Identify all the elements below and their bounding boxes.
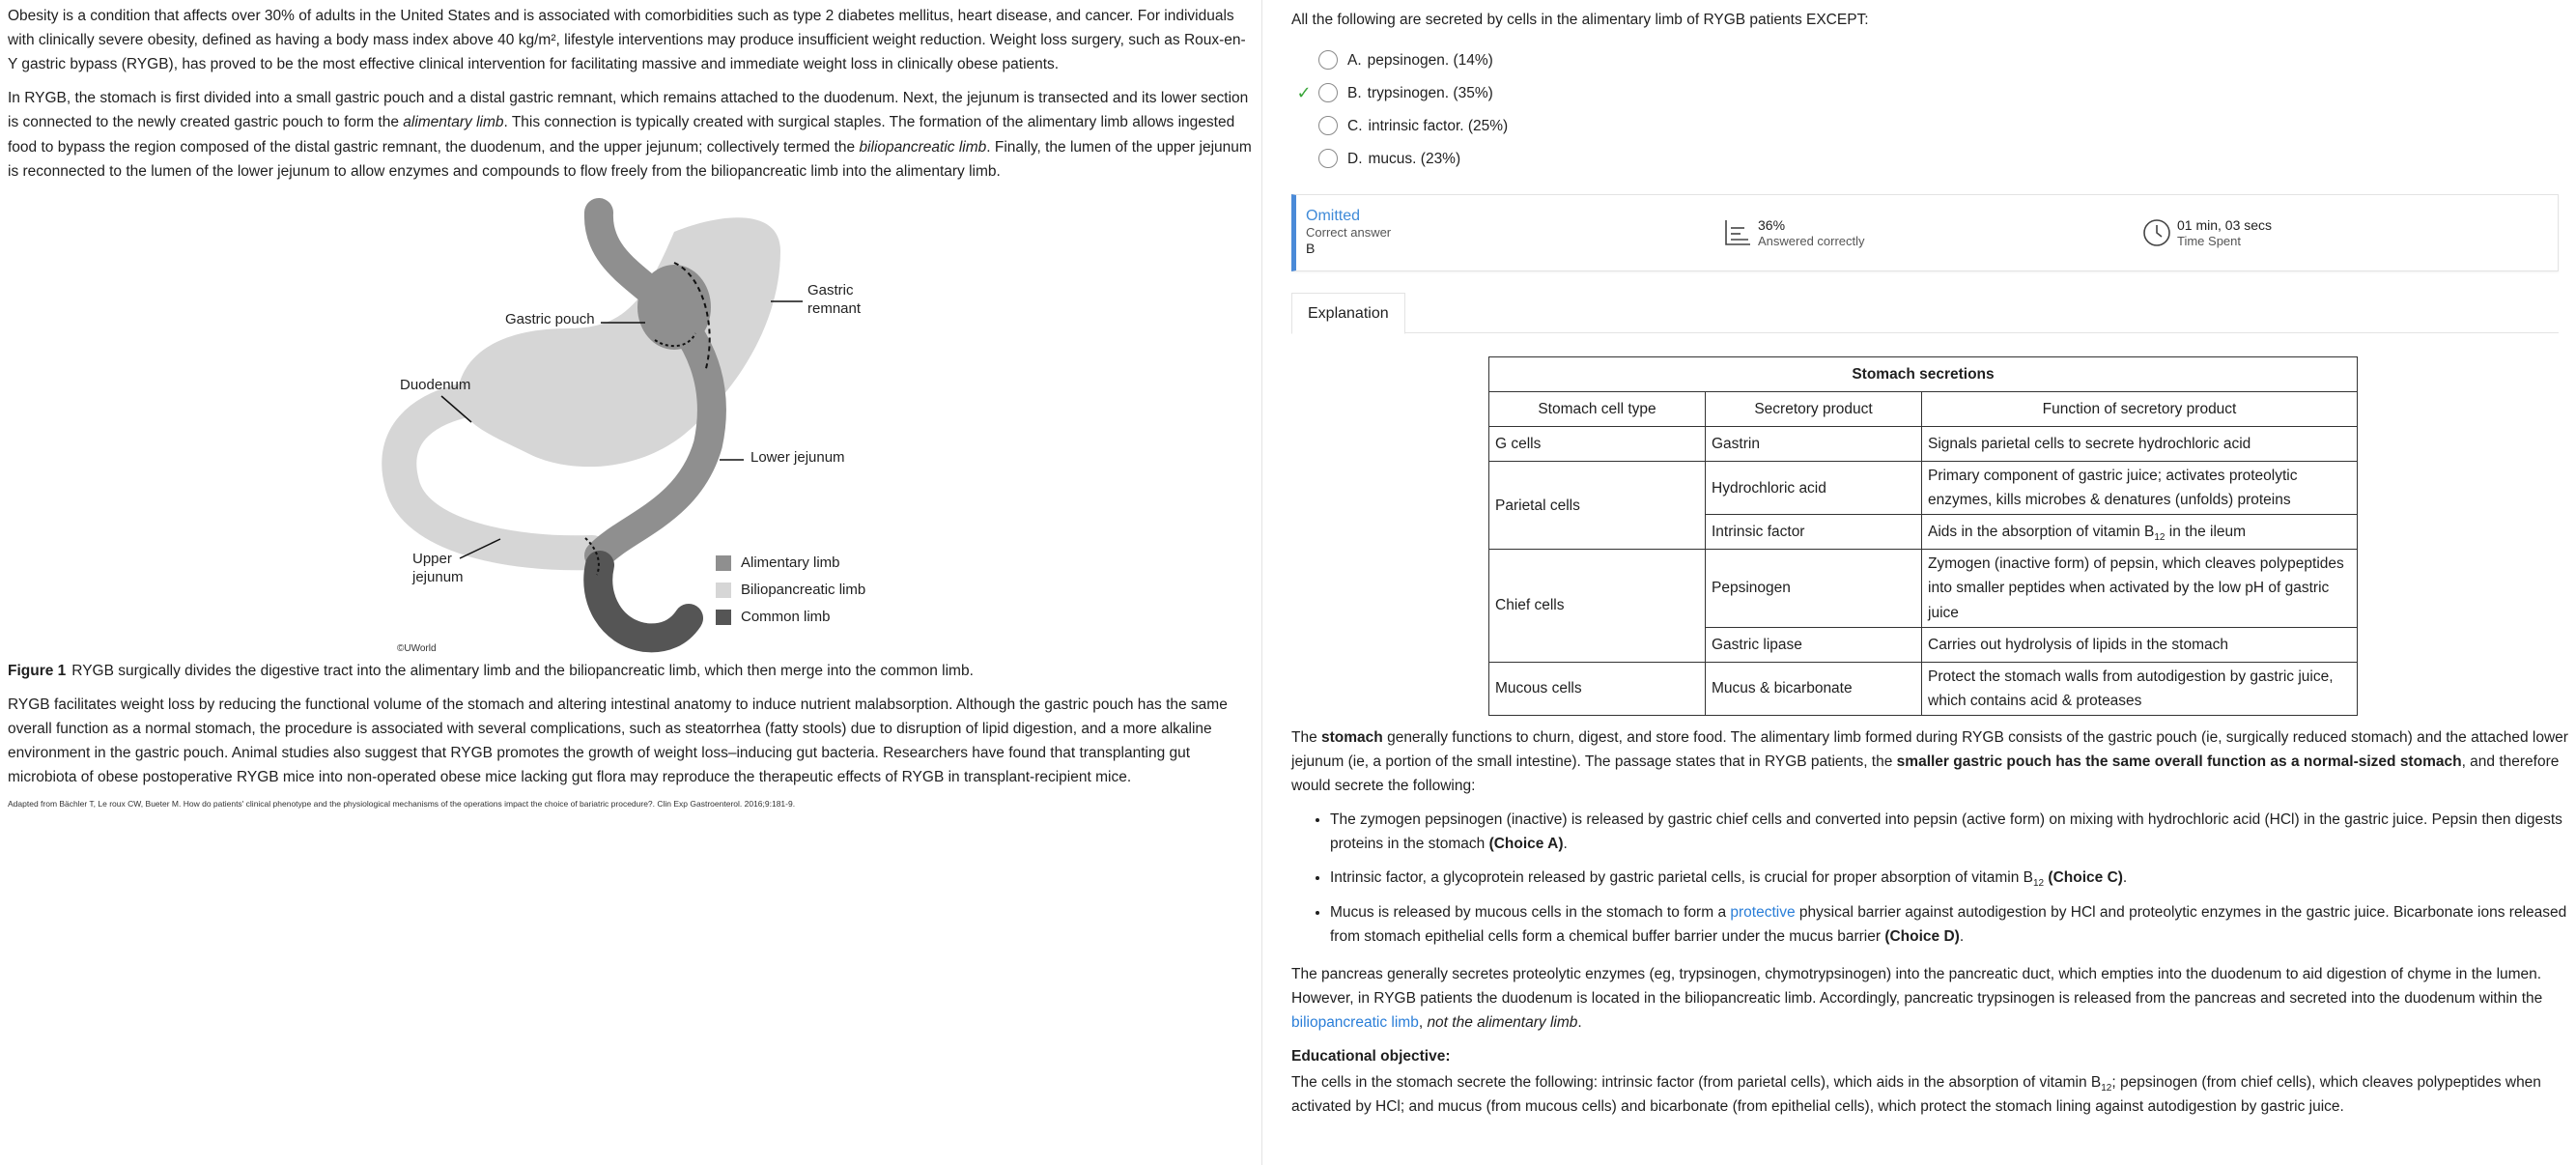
list-item: • Intrinsic factor, a glycoprotein released by gastric parietal cells, is crucial for proper absorption of vitamin $B_{12}$ (Choice C). bbox=[1330, 866, 2568, 890]
stat-time-spent: 01 min, 03 secs Time Spent bbox=[2177, 217, 2273, 248]
label-lower-jejunum: Lower jejunum bbox=[750, 448, 845, 466]
common-limb-shape bbox=[598, 565, 689, 638]
link-biliopancreatic-limb[interactable]: biliopancreatic limb bbox=[1291, 1013, 1419, 1031]
explanation-tabs bbox=[1291, 293, 2559, 333]
legend-common: Common limb bbox=[716, 610, 831, 625]
tab-explanation[interactable]: Explanation bbox=[1291, 293, 1405, 334]
link-protective[interactable]: protective bbox=[1730, 903, 1796, 921]
table-row: Chief cells Pepsinogen Zymogen (inactive form) of pepsin, which cleaves polypeptides into smaller peptides when activated by the low pH of gastric juice bbox=[1489, 550, 2358, 627]
label-gastric-pouch: Gastric pouch bbox=[505, 310, 595, 327]
passage-paragraph-3: RYGB facilitates weight loss by reducing the functional volume of the stomach and altering intestinal anatomy to induce nutrient malabsorption. Although the gastric pouch has the same overall function as a normal stomach, the procedure is associated with several complications, such as steatorrhea (fatty stools) due to disruption of lipid digestion, and a more alkaline environment in the gastric pouch. Animal studies also suggest that RYGB promotes the growth of weight loss–inducing gut bacteria. Researchers have found that transplanting gut microbiota of obese postoperative RYGB mice into non-operated obese mice lacking gut flora may reproduce the therapeutic effects of RYGB in transplant-recipient mice. bbox=[8, 696, 1228, 786]
choice-d[interactable]: D. mucus. (23%) bbox=[1291, 142, 2555, 175]
list-item: • Mucus is released by mucous cells in the stomach to form a protective physical barrier against autodigestion by HCl and proteolytic enzymes in the gastric juice. Bicarbonate ions released from stomach epithelial cells form a chemical buffer barrier under the mucus barrier (Choice D). bbox=[1330, 900, 2568, 949]
correct-answer-value: B bbox=[1306, 240, 1316, 256]
table-row: Parietal cells Hydrochloric acid Primary component of gastric juice; activates proteolytic enzymes, kills microbes & denatures (unfolds) proteins bbox=[1489, 462, 2358, 515]
question-stem: All the following are secreted by cells in the alimentary limb of RYGB patients EXCEPT: bbox=[1291, 12, 1869, 28]
figure-1 bbox=[8, 193, 1261, 657]
legend-swatch-alimentary bbox=[716, 555, 731, 571]
bar-chart-icon bbox=[1723, 218, 1752, 247]
legend-alimentary: Alimentary limb bbox=[716, 555, 840, 571]
answer-stats-bar bbox=[1291, 194, 2559, 271]
figure-copyright: ©UWorld bbox=[397, 642, 437, 654]
table-row: Gastric lipase Carries out hydrolysis of lipids in the stomach bbox=[1489, 627, 2358, 662]
educational-objective-title: Educational objective: bbox=[1291, 1048, 1451, 1066]
choice-c[interactable]: C. intrinsic factor. (25%) bbox=[1291, 109, 2555, 142]
gastric-pouch-shape bbox=[637, 265, 711, 350]
table-row: Mucous cells Mucus & bicarbonate Protect the stomach walls from autodigestion by gastric juice, which contains acid & proteases bbox=[1489, 662, 2358, 715]
label-upper-jejunum: Upper jejunum bbox=[412, 550, 464, 585]
list-item: • The zymogen pepsinogen (inactive) is released by gastric chief cells and converted into pepsin (active form) on mixing with hydrochloric acid (HCl) in the gastric juice. Pepsin then digests proteins in the stomach (Choice A). bbox=[1330, 808, 2568, 856]
legend-swatch-biliopancreatic bbox=[716, 582, 731, 598]
table-row: G cells Gastrin Signals parietal cells to secrete hydrochloric acid bbox=[1489, 427, 2358, 462]
passage-panel bbox=[0, 0, 1261, 1165]
choice-b[interactable]: ✓ B. trypsinogen. (35%) bbox=[1291, 76, 2555, 109]
correct-check-icon: ✓ bbox=[1296, 82, 1312, 102]
choice-c-radio[interactable] bbox=[1318, 116, 1338, 135]
stat-percent-correct: 36% Answered correctly bbox=[1758, 217, 1865, 248]
legend-swatch-common bbox=[716, 610, 731, 625]
clock-icon bbox=[2142, 218, 2171, 247]
label-gastric-remnant: Gastric remnant bbox=[807, 281, 862, 317]
passage-paragraph-2: In RYGB, the stomach is first divided into a small gastric pouch and a distal gastric remnant, which remains attached to the duodenum. Next, the jejunum is transected and its lower section is connected to the newly created gastric pouch to form the alimentary limb. This connection is typically created with surgical staples. The formation of the alimentary limb allows ingested food to bypass the region composed of the distal gastric remnant, the duodenum, and the upper jejunum; collectively termed the biliopancreatic limb. Finally, the lumen of the upper jejunum is reconnected to the lumen of the lower jejunum to allow enzymes and compounds to flow freely from the biliopancreatic limb into the alimentary limb. bbox=[8, 90, 1252, 180]
figure-caption: Figure 1 RYGB surgically divides the digestive tract into the alimentary limb and the biliopancreatic limb, which then merge into the common limb. bbox=[8, 662, 974, 679]
table-header: Function of secretory product bbox=[1922, 392, 2358, 427]
status-omitted: Omitted bbox=[1306, 208, 1361, 225]
rygb-diagram bbox=[8, 193, 1261, 657]
citation: Adapted from Bächler T, Le roux CW, Bueter M. How do patients' clinical phenotype and the physiological mechanisms of the operations impact the choice of bariatric procedure?. Clin Exp Gastroenterol. 2016;9:181-9. bbox=[8, 799, 796, 810]
educational-objective-text: The cells in the stomach secrete the following: intrinsic factor (from parietal cells), which aids in the absorption of vitamin $B_{12}$; pepsinogen (from chief cells), which cleaves polypeptides when activated by HCl; and mucus (from mucous cells) and bicarbonate (from epithelial cells), which protect the stomach lining against autodigestion by gastric juice. bbox=[1291, 1074, 2541, 1116]
table-title: Stomach secretions bbox=[1489, 357, 2358, 392]
choice-d-radio[interactable] bbox=[1318, 149, 1338, 168]
stomach-secretions-table bbox=[1488, 356, 2358, 716]
choice-a[interactable]: A. pepsinogen. (14%) bbox=[1291, 43, 2555, 76]
explanation-paragraph-1: The stomach generally functions to churn, digest, and store food. The alimentary limb formed during RYGB consists of the gastric pouch (ie, surgically reduced stomach) and the attached lower jejunum (ie, a portion of the small intestine). The passage states that in RYGB patients, the smaller gastric pouch has the same overall function as a normal-sized stomach, and therefore would secrete the following: bbox=[1291, 728, 2568, 795]
table-header: Stomach cell type bbox=[1489, 392, 1706, 427]
table-row: Intrinsic factor Aids in the absorption of vitamin $B_{12}$ in the ileum bbox=[1489, 515, 2358, 550]
legend-biliopancreatic: Biliopancreatic limb bbox=[716, 582, 865, 598]
explanation-paragraph-2: The pancreas generally secretes proteolytic enzymes (eg, trypsinogen, chymotrypsinogen) into the pancreatic duct, which empties into the duodenum to aid digestion of chyme in the lumen. However, in RYGB patients the duodenum is located in the biliopancreatic limb. Accordingly, pancreatic trypsinogen is released from the pancreas and secreted into the duodenum within the biliopancreatic limb, not the alimentary limb. bbox=[1291, 965, 2543, 1031]
choice-a-radio[interactable] bbox=[1318, 50, 1338, 70]
table-header: Secretory product bbox=[1706, 392, 1922, 427]
answer-choices bbox=[1291, 43, 2555, 175]
stat-correct-answer: Omitted Correct answer B bbox=[1306, 208, 1392, 256]
explanation-body bbox=[1291, 725, 2568, 1120]
label-duodenum: Duodenum bbox=[400, 376, 471, 393]
question-panel bbox=[1262, 0, 2576, 1165]
choice-b-radio[interactable] bbox=[1318, 83, 1338, 102]
explanation-list bbox=[1330, 808, 2568, 949]
passage-paragraph-1: Obesity is a condition that affects over 30% of adults in the United States and is associated with comorbidities such as type 2 diabetes mellitus, heart disease, and cancer. For individuals with clinically severe obesity, defined as having a body mass index above 40 kg/m², lifestyle interventions may produce insufficient weight reduction. Weight loss surgery, such as Roux-en-Y gastric bypass (RYGB), has proved to be the most effective clinical intervention for facilitating massive and immediate weight loss in clinically obese patients. bbox=[8, 8, 1246, 73]
